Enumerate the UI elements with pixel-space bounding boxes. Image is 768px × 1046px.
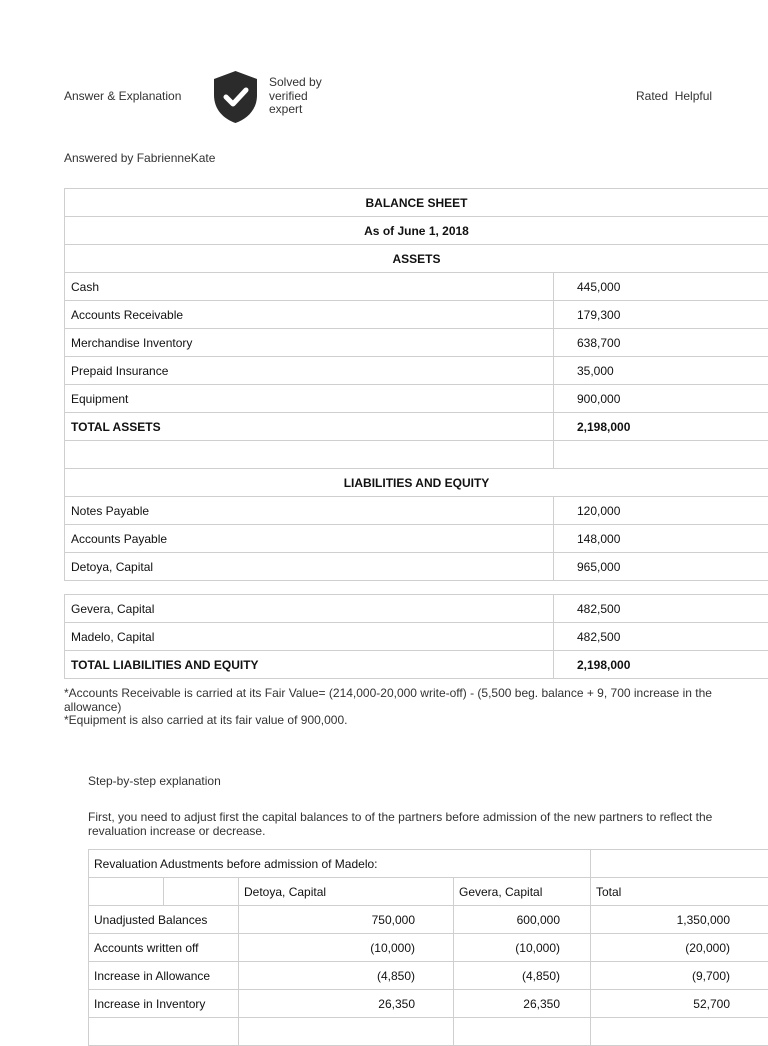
row-value: (9,700) xyxy=(591,962,768,990)
row-label: Notes Payable xyxy=(65,497,554,525)
row-value: (10,000) xyxy=(239,934,454,962)
empty-cell xyxy=(454,1018,591,1046)
verified-shield-icon xyxy=(212,70,259,124)
row-label: Increase in Allowance xyxy=(89,962,239,990)
table-row xyxy=(65,385,768,413)
table-row xyxy=(65,595,768,623)
total-liabilities-label: TOTAL LIABILITIES AND EQUITY xyxy=(65,651,554,679)
footnote-equipment: *Equipment is also carried at its fair value of 900,000. xyxy=(64,714,744,728)
row-value: 148,000 xyxy=(554,525,768,553)
solved-line-1: Solved by xyxy=(269,76,322,90)
row-label: Cash xyxy=(65,273,554,301)
row-label: Prepaid Insurance xyxy=(65,357,554,385)
empty-cell xyxy=(65,441,554,469)
table-row xyxy=(65,329,768,357)
table-row xyxy=(65,301,768,329)
row-value: (20,000) xyxy=(591,934,768,962)
table-row xyxy=(89,962,768,990)
answered-by: Answered by FabrienneKate xyxy=(64,151,215,165)
rated-label: Rated xyxy=(636,89,668,103)
solved-line-2: verified xyxy=(269,90,322,104)
row-value: 482,500 xyxy=(554,595,768,623)
footnotes xyxy=(64,687,744,728)
table-row xyxy=(65,217,768,245)
table-row xyxy=(89,934,768,962)
table-row xyxy=(65,623,768,651)
table-row xyxy=(89,1018,768,1046)
row-value: 750,000 xyxy=(239,906,454,934)
row-value: (4,850) xyxy=(239,962,454,990)
row-value: 35,000 xyxy=(554,357,768,385)
table-row xyxy=(65,357,768,385)
total-liabilities-value: 2,198,000 xyxy=(554,651,768,679)
empty-cell xyxy=(591,850,768,878)
table-row xyxy=(65,553,768,581)
row-value: 179,300 xyxy=(554,301,768,329)
revaluation-table xyxy=(88,849,768,1046)
row-value: 1,350,000 xyxy=(591,906,768,934)
row-value: 900,000 xyxy=(554,385,768,413)
row-value: (4,850) xyxy=(454,962,591,990)
empty-cell xyxy=(89,1018,239,1046)
balance-sheet-title: BALANCE SHEET xyxy=(65,189,768,217)
row-label: Accounts Receivable xyxy=(65,301,554,329)
row-value: (10,000) xyxy=(454,934,591,962)
table-row xyxy=(65,273,768,301)
column-header: Gevera, Capital xyxy=(454,878,591,906)
table-row xyxy=(65,413,768,441)
empty-cell xyxy=(554,441,768,469)
helpful-label: Helpful xyxy=(675,89,712,103)
table-row xyxy=(89,906,768,934)
row-value: 26,350 xyxy=(454,990,591,1018)
table-row xyxy=(89,850,768,878)
liabilities-heading: LIABILITIES AND EQUITY xyxy=(65,469,768,497)
balance-sheet-table xyxy=(64,188,768,581)
table-row xyxy=(89,878,768,906)
row-value: 482,500 xyxy=(554,623,768,651)
row-label: Increase in Inventory xyxy=(89,990,239,1018)
row-label: Accounts Payable xyxy=(65,525,554,553)
row-value: 600,000 xyxy=(454,906,591,934)
table-row xyxy=(65,525,768,553)
row-label: Detoya, Capital xyxy=(65,553,554,581)
table-row xyxy=(65,441,768,469)
table-row xyxy=(65,497,768,525)
row-label: Unadjusted Balances xyxy=(89,906,239,934)
revaluation-title: Revaluation Adustments before admission of Madelo: xyxy=(89,850,591,878)
balance-sheet-date: As of June 1, 2018 xyxy=(65,217,768,245)
row-value: 26,350 xyxy=(239,990,454,1018)
explanation-paragraph: First, you need to adjust first the capital balances to of the partners before admission of the new partners to reflect the revaluation increase or decrease. xyxy=(88,811,728,838)
table-row xyxy=(65,469,768,497)
empty-cell xyxy=(591,1018,768,1046)
row-label: Equipment xyxy=(65,385,554,413)
column-header: Total xyxy=(591,878,768,906)
empty-cell xyxy=(89,878,164,906)
row-value: 638,700 xyxy=(554,329,768,357)
empty-cell xyxy=(164,878,239,906)
footnote-receivable: *Accounts Receivable is carried at its Fair Value= (214,000-20,000 write-off) - (5,500 beg. balance + 9, 700 increase in the allowance) xyxy=(64,687,744,714)
solved-by-expert-text xyxy=(269,76,322,117)
row-value: 52,700 xyxy=(591,990,768,1018)
total-assets-label: TOTAL ASSETS xyxy=(65,413,554,441)
answer-explanation-label: Answer & Explanation xyxy=(64,89,181,103)
rated-helpful xyxy=(636,89,712,103)
empty-cell xyxy=(239,1018,454,1046)
row-label: Accounts written off xyxy=(89,934,239,962)
assets-heading: ASSETS xyxy=(65,245,768,273)
table-row xyxy=(89,990,768,1018)
total-assets-value: 2,198,000 xyxy=(554,413,768,441)
solved-line-3: expert xyxy=(269,103,322,117)
step-by-step-heading: Step-by-step explanation xyxy=(88,774,221,788)
row-value: 445,000 xyxy=(554,273,768,301)
table-row xyxy=(65,651,768,679)
row-label: Merchandise Inventory xyxy=(65,329,554,357)
row-value: 965,000 xyxy=(554,553,768,581)
table-row xyxy=(65,245,768,273)
column-header: Detoya, Capital xyxy=(239,878,454,906)
row-label: Gevera, Capital xyxy=(65,595,554,623)
balance-sheet-table-continued xyxy=(64,594,768,679)
row-value: 120,000 xyxy=(554,497,768,525)
row-label: Madelo, Capital xyxy=(65,623,554,651)
table-row xyxy=(65,189,768,217)
